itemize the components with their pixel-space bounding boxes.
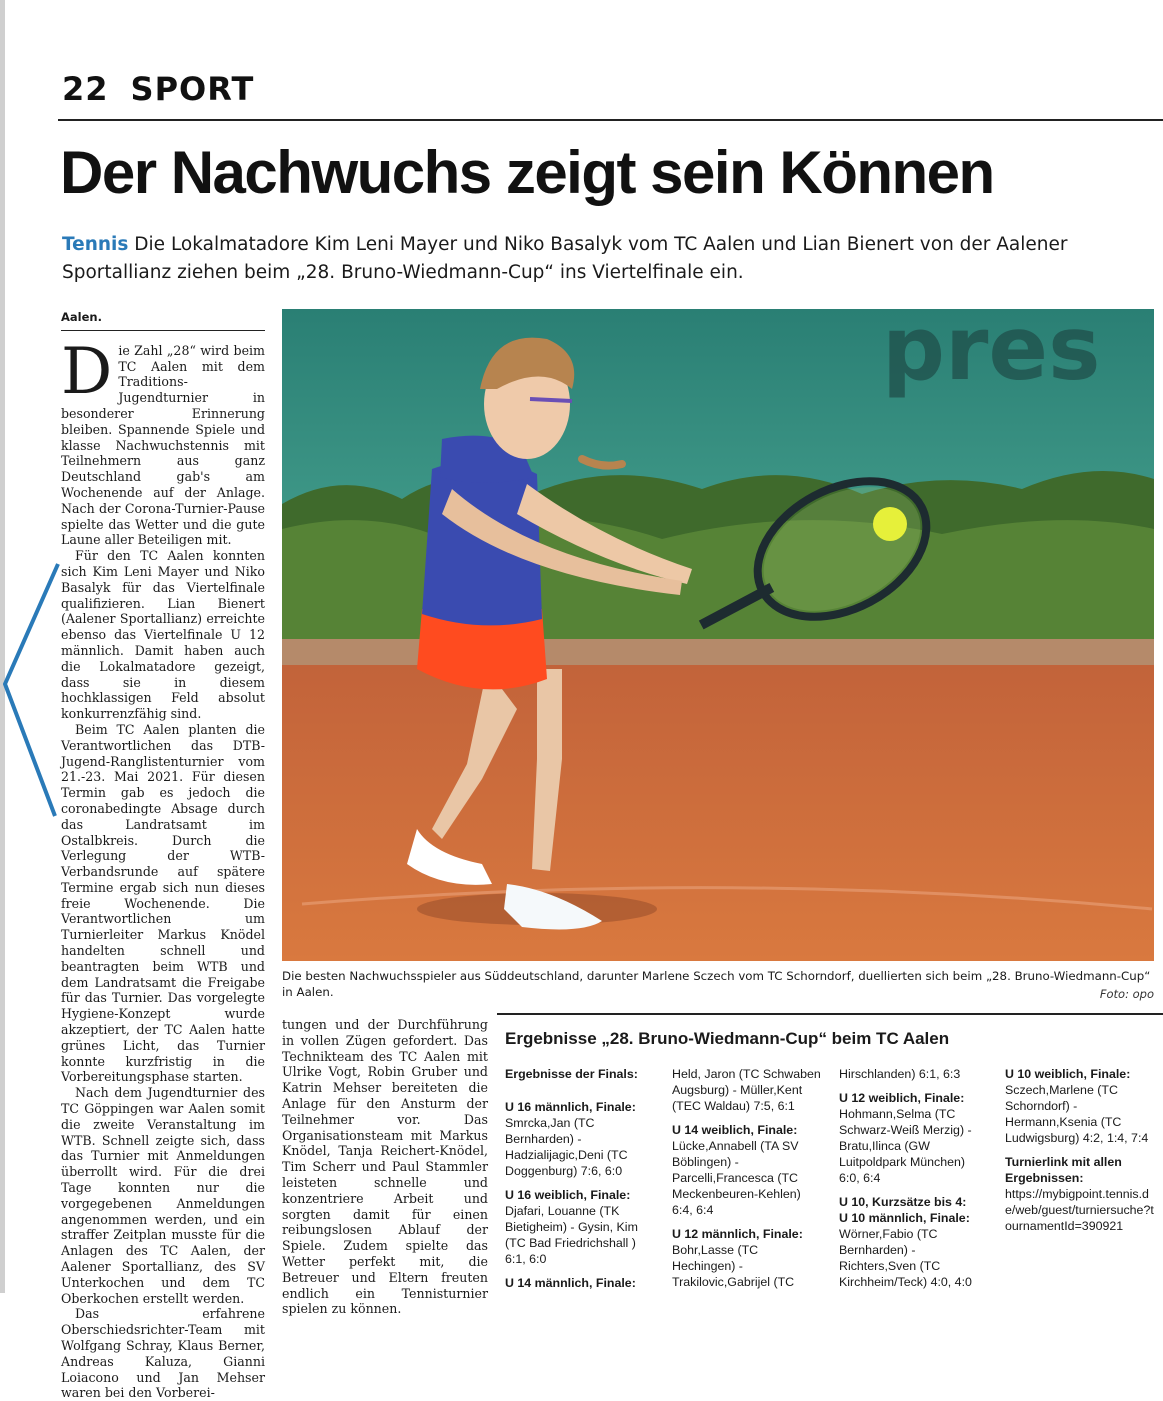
paragraph-2: Für den TC Aalen konnten sich Kim Leni Mayer und Niko Basalyk für das Viertelfinale qualifizieren. Lian Bienert (Aalener Sportallianz) erreichte ebenso das Viertelfinale U 12 männlich. Damit haben auch die Lokalmatadore gezeigt, dass sie in diesem hochklassigen Feld absolut konkurrenzfähig sind. [61,548,265,722]
results-column-2 [672,1066,822,1298]
tournament-link-url[interactable]: https://mybigpoint.tennis.de/web/guest/turniersuche?tournamentId=390921 [1005,1187,1154,1233]
result-u14-male-heading: U 14 männlich, Finale: [505,1276,636,1290]
result-u12-male-continued: Hirschlanden) 6:1, 6:3 [839,1067,961,1081]
section-header [62,70,254,108]
result-u16-male: U 16 männlich, Finale: Smrcka,Jan (TC Bernharden) - Hadzialijagic,Deni (TC Doggenburg) 7:6, 6:0 [505,1100,636,1178]
paragraph-4: Nach dem Jugendturnier des TC Göppingen war Aalen somit die zweite Veranstaltung im WTB. Schnell zeigte sich, dass das Turnier mit Anmeldungen überrollt wird. Für die drei Tage konnten nur die vorgegebenen Anmeldungen angenommen werden, und ein straffer Zeitplan musste für die Anlagen des TC Aalen, der Aalener Sportallianz, des SV Unterkochen und dem TC Oberkochen erstellt werden. [61,1085,265,1306]
result-u16-female: U 16 weiblich, Finale: Djafari, Louanne (TK Bietigheim) - Gysin, Kim (TC Bad Friedrichshall ) 6:1, 6:0 [505,1188,638,1266]
banner-text: pres [882,309,1101,400]
results-column-3 [839,1066,989,1298]
paragraph-5-continued: tungen und der Durchführung in vollen Zügen gefordert. Das Technikteam des TC Aalen mit Ulrike Vogt, Robin Gruber und Katrin Mehser bereiteten die Anlage für den Ansturm der Teilnehmer vor. Das Organisationsteam mit Markus Knödel, Tanja Reichert-Knödel, Tim Scherr und Paul Stammler leisteten schnelle und konzentriere Arbeit und sorgten damit für einen reibungslosen Ablauf der Spiele. Zudem spielte das Wetter perfekt mit, die Betreuer und Eltern freuten endlich ein Tennisturnier spielen zu können. [282,1017,488,1317]
results-column-1 [505,1066,655,1299]
paragraph-1: Die Zahl „28“ wird beim TC Aalen mit dem Traditions-Jugendturnier in besonderer Erinnerung bleiben. Spannende Spiele und klasse Nachwuchstennis mit Teilnehmern aus ganz Deutschland gab's am Wochenende auf der Anlage. Nach der Corona-Turnier-Pause spielte das Wetter und die gute Laune aller Beteiligen mit. [61,334,265,548]
dek-text: Die Lokalmatadore Kim Leni Mayer und Niko Basalyk vom TC Aalen und Lian Bienert von der Aalener Sportallianz ziehen beim „28. Bruno-Wiedmann-Cup“ ins Viertelfinale ein. [62,234,1068,283]
tennis-player-image [282,309,1154,961]
dek [62,231,1142,287]
result-u10-male: U 10, Kurzsätze bis 4: U 10 männlich, Finale: Wörner,Fabio (TC Bernharden) - Richters,Sven (TC Kirchheim/Teck) 4:0, 4:0 [839,1195,972,1289]
results-column-4 [1005,1066,1157,1242]
paragraph-5: Das erfahrene Oberschiedsrichter-Team mit Wolfgang Schray, Klaus Berner, Andreas Kaluza, Gianni Loiacono und Jan Mehser waren bei den Vorberei- [61,1306,265,1401]
result-u14-female: U 14 weiblich, Finale: Lücke,Annabell (TA SV Böblingen) - Parcelli,Francesca (TC Meckenbeuren-Kehlen) 6:4, 6:4 [672,1123,801,1217]
kicker: Tennis [62,234,129,255]
body-column-1 [61,310,265,1401]
result-u12-male: U 12 männlich, Finale: Bohr,Lasse (TC Hechingen) - Trakilovic,Gabrijel (TC [672,1227,803,1289]
paragraph-3: Beim TC Aalen planten die Verantwortlichen das DTB-Jugend-Ranglistenturnier vom 21.-23. Mai 2021. Für diesen Termin gab es jedoch die coronabedingte Absage durch das Landratsamt im Ostalbkreis. Durch die Verlegung der WTB-Verbandsrunde auf spätere Termine ergab sich nun dieses freie Wochenende. Die Verantwortlichen um Turnierleiter Markus Knödel handelten schnell und beantragten beim WTB und dem Landratsamt die Freigabe für das Turnier. Das vorgelegte Hygiene-Konzept wurde akzeptiert, der TC Aalen hatte grünes Licht, das Turnier konnte kurzfristig in die Vorbereitungsphase starten. [61,721,265,1085]
results-rule [497,1013,1163,1015]
section-title: SPORT [130,70,255,108]
headline: Der Nachwuchs zeigt sein Können [60,139,994,206]
result-u14-male-text: Held, Jaron (TC Schwaben Augsburg) - Müller,Kent (TEC Waldau) 7:5, 6:1 [672,1067,821,1113]
body-column-2 [282,1017,488,1317]
chevron-left-icon[interactable] [0,560,62,820]
article-photo [282,309,1154,961]
result-u12-female: U 12 weiblich, Finale: Hohmann,Selma (TC Schwarz-Weiß Merzig) - Bratu,Ilinca (GW Luitpoldpark München) 6:0, 6:4 [839,1091,972,1185]
result-u10-female: U 10 weiblich, Finale: Sczech,Marlene (TC Schorndorf) - Hermann,Ksenia (TC Ludwigsburg) 4:2, 1:4, 7:4 [1005,1067,1149,1145]
page-number: 22 [62,70,109,108]
photo-credit: Foto: opo [1099,987,1154,1001]
header-rule [58,119,1163,121]
dateline: Aalen. [61,310,265,331]
results-title: Ergebnisse „28. Bruno-Wiedmann-Cup“ beim TC Aalen [505,1029,950,1048]
drop-cap: D [61,334,113,409]
results-intro: Ergebnisse der Finals: [505,1067,638,1081]
tournament-link: Turnierlink mit allen Ergebnissen: https://mybigpoint.tennis.de/web/guest/turniersuche?tournamentId=390921 [1005,1154,1157,1234]
photo-caption: Die besten Nachwuchsspieler aus Süddeutschland, darunter Marlene Sczech vom TC Schorndorf, duellierten sich beim „28. Bruno-Wiedmann-Cup“ in Aalen. [282,969,1151,999]
